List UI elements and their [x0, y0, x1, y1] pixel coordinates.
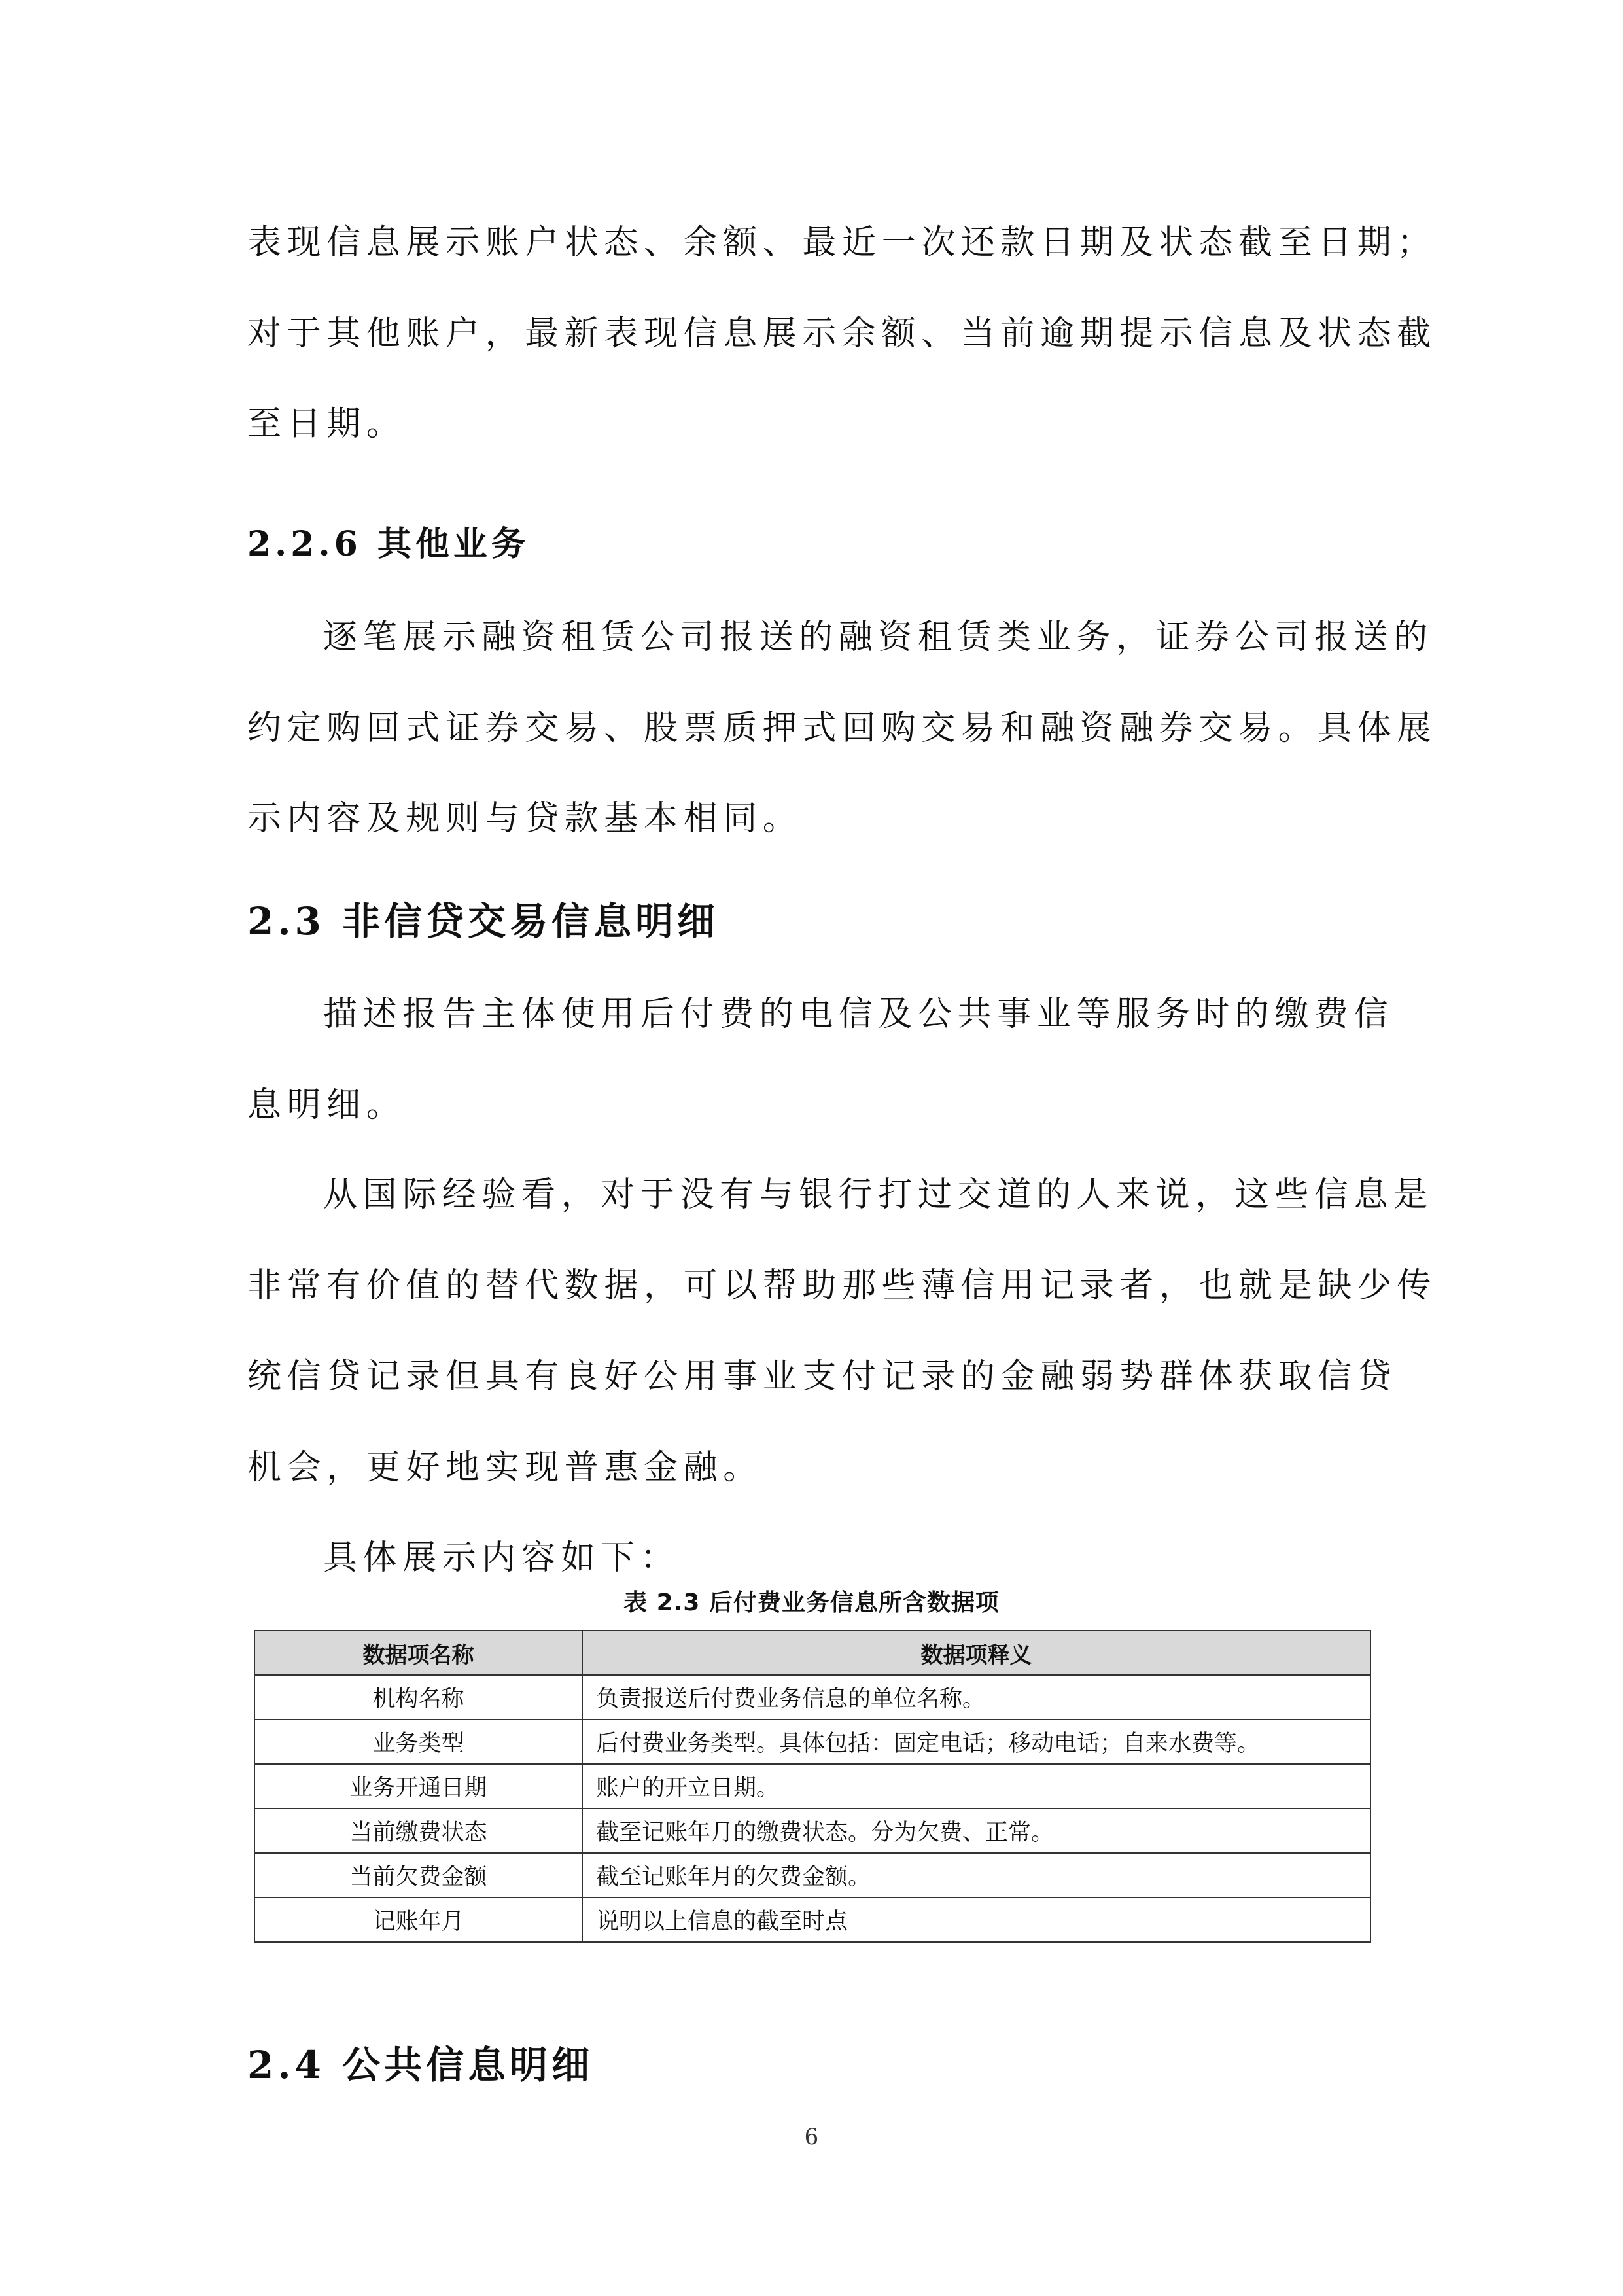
header-item-definition: 数据项释义: [582, 1631, 1370, 1675]
body-line: 统信贷记录但具有良好公用事业支付记录的金融弱势群体获取信贷: [247, 1357, 1397, 1396]
cell-item-name: 业务开通日期: [254, 1764, 582, 1809]
body-line: 逐笔展示融资租赁公司报送的融资租赁类业务，证券公司报送的: [323, 618, 1433, 657]
cell-item-definition: 负责报送后付费业务信息的单位名称。: [582, 1675, 1370, 1720]
section-heading-2-2-6: 2.2.6 其他业务: [247, 524, 529, 564]
cell-item-definition: 截至记账年月的欠费金额。: [582, 1853, 1370, 1898]
cell-item-name: 机构名称: [254, 1675, 582, 1720]
body-line: 息明细。: [247, 1086, 406, 1125]
body-line: 对于其他账户，最新表现信息展示余额、当前逾期提示信息及状态截: [247, 314, 1437, 353]
header-item-name: 数据项名称: [254, 1631, 582, 1675]
cell-item-definition: 说明以上信息的截至时点: [582, 1898, 1370, 1942]
body-line: 机会，更好地实现普惠金融。: [247, 1448, 763, 1487]
table-row: [254, 1853, 1370, 1898]
cell-item-name: 当前欠费金额: [254, 1853, 582, 1898]
table-row: [254, 1809, 1370, 1853]
cell-item-definition: 后付费业务类型。具体包括：固定电话；移动电话；自来水费等。: [582, 1720, 1370, 1764]
section-heading-2-4: 2.4 公共信息明细: [247, 2043, 594, 2087]
body-line: 至日期。: [247, 404, 406, 444]
cell-item-name: 当前缴费状态: [254, 1809, 582, 1853]
cell-item-definition: 账户的开立日期。: [582, 1764, 1370, 1809]
table-row: [254, 1898, 1370, 1942]
table-row: [254, 1764, 1370, 1809]
body-line: 示内容及规则与贷款基本相同。: [247, 799, 803, 838]
cell-item-name: 记账年月: [254, 1898, 582, 1942]
cell-item-definition: 截至记账年月的缴费状态。分为欠费、正常。: [582, 1809, 1370, 1853]
data-items-table: [254, 1630, 1371, 1943]
table-row: [254, 1675, 1370, 1720]
table-header-row: [254, 1631, 1370, 1675]
table-row: [254, 1720, 1370, 1764]
body-line: 约定购回式证券交易、股票质押式回购交易和融资融券交易。具体展: [247, 709, 1437, 748]
body-line: 表现信息展示账户状态、余额、最近一次还款日期及状态截至日期；: [247, 223, 1437, 262]
table-caption: 表 2.3 后付费业务信息所含数据项: [623, 1589, 1000, 1616]
body-line: 非常有价值的替代数据，可以帮助那些薄信用记录者，也就是缺少传: [247, 1266, 1437, 1305]
body-line: 描述报告主体使用后付费的电信及公共事业等服务时的缴费信: [323, 995, 1394, 1034]
section-heading-2-3: 2.3 非信贷交易信息明细: [247, 899, 720, 944]
body-line: 从国际经验看，对于没有与银行打过交道的人来说，这些信息是: [323, 1175, 1433, 1214]
body-line: 具体展示内容如下：: [323, 1538, 680, 1578]
cell-item-name: 业务类型: [254, 1720, 582, 1764]
page-number: 6: [804, 2124, 819, 2150]
